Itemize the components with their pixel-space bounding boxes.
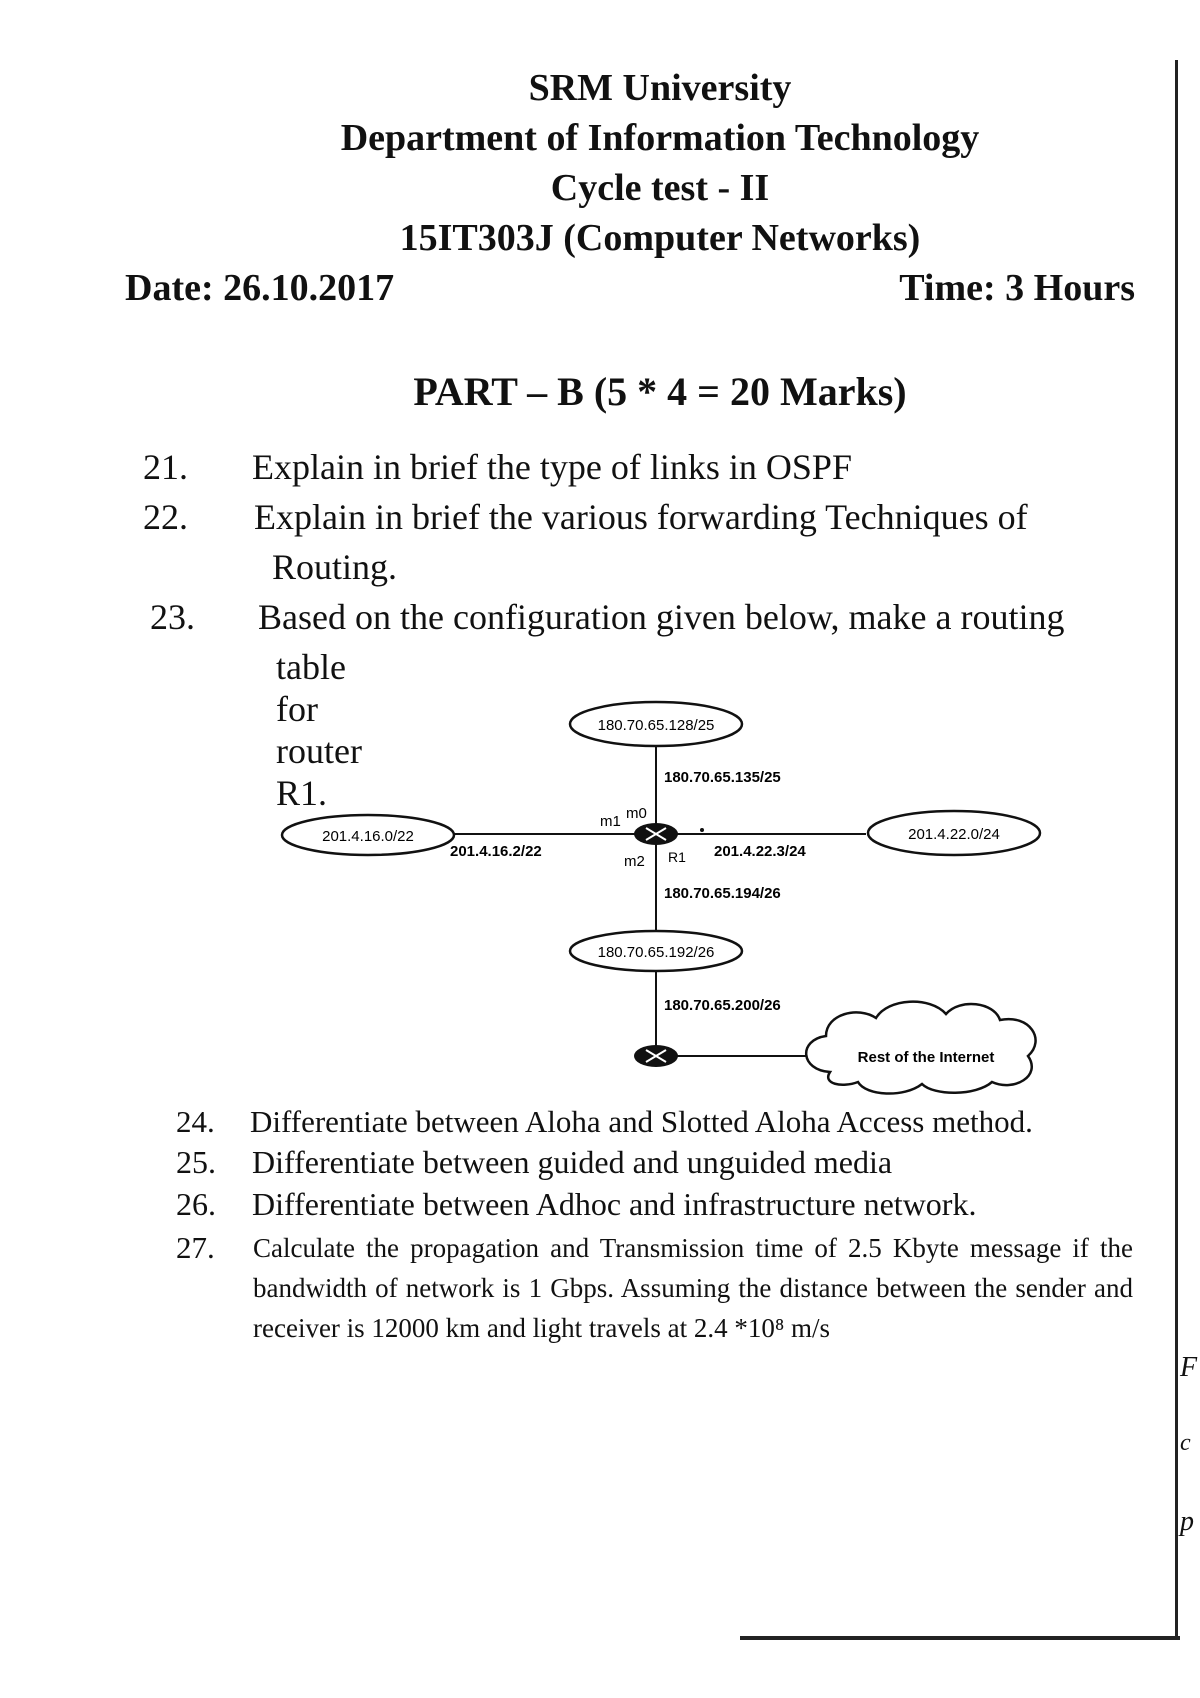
network-left [282, 815, 454, 855]
network-top [570, 702, 742, 746]
interface-m2-address: 180.70.65.194/26 [664, 885, 781, 902]
interface-m1-label: m1 [600, 813, 621, 830]
course-title: 15IT303J (Computer Networks) [399, 217, 921, 259]
margin-fragment: c [1180, 1430, 1191, 1456]
interface-m1-address: 201.4.16.2/22 [450, 843, 542, 860]
department-title: Department of Information Technology [340, 117, 980, 159]
question-number: 24. [176, 1104, 215, 1139]
question-number: 25. [176, 1144, 216, 1180]
interface-m0-label: m0 [626, 805, 647, 822]
question-number: 26. [176, 1186, 216, 1222]
lower-router-address: 180.70.65.200/26 [664, 997, 781, 1014]
question-text: Explain in brief the various forwarding Techniques of [254, 497, 1028, 537]
question-number: 27. [176, 1230, 215, 1265]
lower-router-icon [634, 1045, 678, 1067]
question-text: Differentiate between Adhoc and infrastructure network. [252, 1186, 977, 1222]
network-top-label: 180.70.65.128/25 [597, 717, 715, 734]
internet-label: Rest of the Internet [857, 1049, 995, 1066]
question-27-text: Calculate the propagation and Transmission time of 2.5 Kbyte message if the bandwidth of network is 1 Gbps. Assuming the distance between the sender and receiver is 12000 km and light travels at 2.4 *10⁸ m/s [253, 1233, 1133, 1343]
network-diagram [270, 700, 1070, 1100]
question-number: 23. [150, 597, 195, 637]
part-title: PART – B (5 * 4 = 20 Marks) [413, 369, 907, 414]
router-r1-label: R1 [668, 849, 686, 865]
question-text: Differentiate between guided and unguided media [252, 1144, 893, 1180]
question-text: Routing. [272, 547, 398, 587]
scan-edge-bottom [740, 1636, 1180, 1640]
interface-m2-label: m2 [624, 853, 645, 870]
interface-m3-address: 201.4.22.3/24 [714, 843, 806, 860]
interface-m0-address: 180.70.65.135/25 [664, 769, 781, 786]
margin-fragment: p [1180, 1506, 1194, 1537]
network-bottom-label: 180.70.65.192/26 [597, 944, 715, 961]
exam-time: Time: 3 Hours [899, 267, 1135, 309]
question-text: Differentiate between Aloha and Slotted Aloha Access method. [250, 1104, 1033, 1139]
network-left-label: 201.4.16.0/22 [322, 828, 414, 845]
question-number: 22. [143, 497, 188, 537]
router-r1-icon [634, 823, 678, 845]
question-text: Based on the configuration given below, make a routing [258, 597, 1065, 637]
test-title: Cycle test - II [550, 167, 770, 209]
margin-fragment: F [1180, 1352, 1198, 1383]
network-right [868, 811, 1040, 855]
scan-edge-right [1175, 60, 1178, 1640]
network-right-label: 201.4.22.0/24 [908, 826, 1000, 843]
question-text: Explain in brief the type of links in OSPF [252, 447, 852, 487]
question-text: table for router R1. [276, 647, 362, 813]
question-number: 21. [143, 447, 188, 487]
internet-cloud-icon [806, 1002, 1035, 1094]
university-title: SRM University [528, 67, 792, 109]
exam-date: Date: 26.10.2017 [125, 267, 395, 309]
network-bottom [570, 931, 742, 971]
